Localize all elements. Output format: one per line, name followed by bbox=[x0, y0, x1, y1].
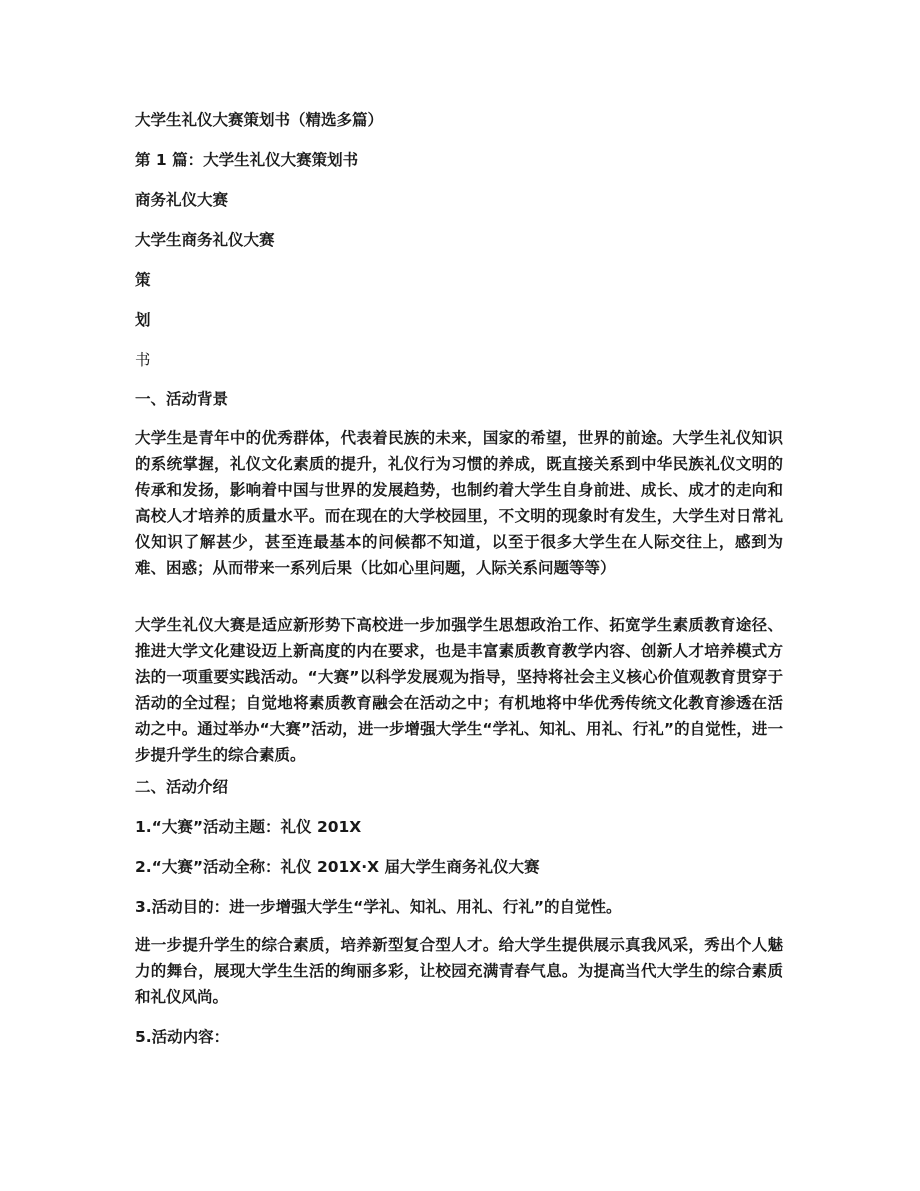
chapter-heading: 第 1 篇：大学生礼仪大赛策划书 bbox=[135, 151, 359, 169]
section-1-paragraph-1: 大学生是青年中的优秀群体，代表着民族的未来，国家的希望，世界的前途。大学生礼仪知识的系统掌握，礼仪文化素质的提升，礼仪行为习惯的养成，既直接关系到中华民族礼仪文明的传承和发扬，影响着中国与世界的发展趋势，也制约着大学生自身前进、成长、成才的走向和高校人才培养的质量水平。而在现在的大学校园里，不文明的现象时有发生，大学生对日常礼仪知识了解甚少，甚至连最基本的问候都不知道，以至于很多大学生在人际交往上，感到为难、困惑；从而带来一系列后果（比如心里问题，人际关系问题等等） bbox=[135, 429, 783, 577]
section-1-paragraph-2: 大学生礼仪大赛是适应新形势下高校进一步加强学生思想政治工作、拓宽学生素质教育途径、推进大学文化建设迈上新高度的内在要求，也是丰富素质教育教学内容、创新人才培养模式方法的一项重要实践活动。“大赛”以科学发展观为指导，坚持将社会主义核心价值观教育贯穿于活动的全过程；自觉地将素质教育融会在活动之中；有机地将中华优秀传统文化教育渗透在活动之中。通过举办“大赛”活动，进一步增强大学生“学礼、知礼、用礼、行礼”的自觉性，进一步提升学生的综合素质。 bbox=[135, 616, 783, 764]
cover-line-1: 商务礼仪大赛 bbox=[135, 191, 229, 209]
list-item-2: 2.“大赛”活动全称：礼仪 201X·X 届大学生商务礼仪大赛 bbox=[135, 858, 540, 876]
cover-line-2: 大学生商务礼仪大赛 bbox=[135, 231, 275, 249]
list-item-3-paragraph: 进一步提升学生的综合素质，培养新型复合型人才。给大学生提供展示真我风采，秀出个人魅力的舞台，展现大学生生活的绚丽多彩，让校园充满青春气息。为提高当代大学生的综合素质和礼仪风尚。 bbox=[135, 936, 783, 1006]
list-item-5: 5.活动内容： bbox=[135, 1028, 230, 1046]
section-2-heading: 二、活动介绍 bbox=[135, 778, 229, 796]
cover-char-3: 书 bbox=[135, 351, 151, 369]
cover-char-1: 策 bbox=[135, 271, 151, 289]
document-title: 大学生礼仪大赛策划书（精选多篇） bbox=[135, 111, 384, 129]
list-item-3: 3.活动目的：进一步增强大学生“学礼、知礼、用礼、行礼”的自觉性。 bbox=[135, 898, 622, 916]
cover-char-2: 划 bbox=[135, 311, 151, 329]
list-item-1: 1.“大赛”活动主题：礼仪 201X bbox=[135, 818, 362, 836]
section-1-heading: 一、活动背景 bbox=[135, 390, 229, 408]
